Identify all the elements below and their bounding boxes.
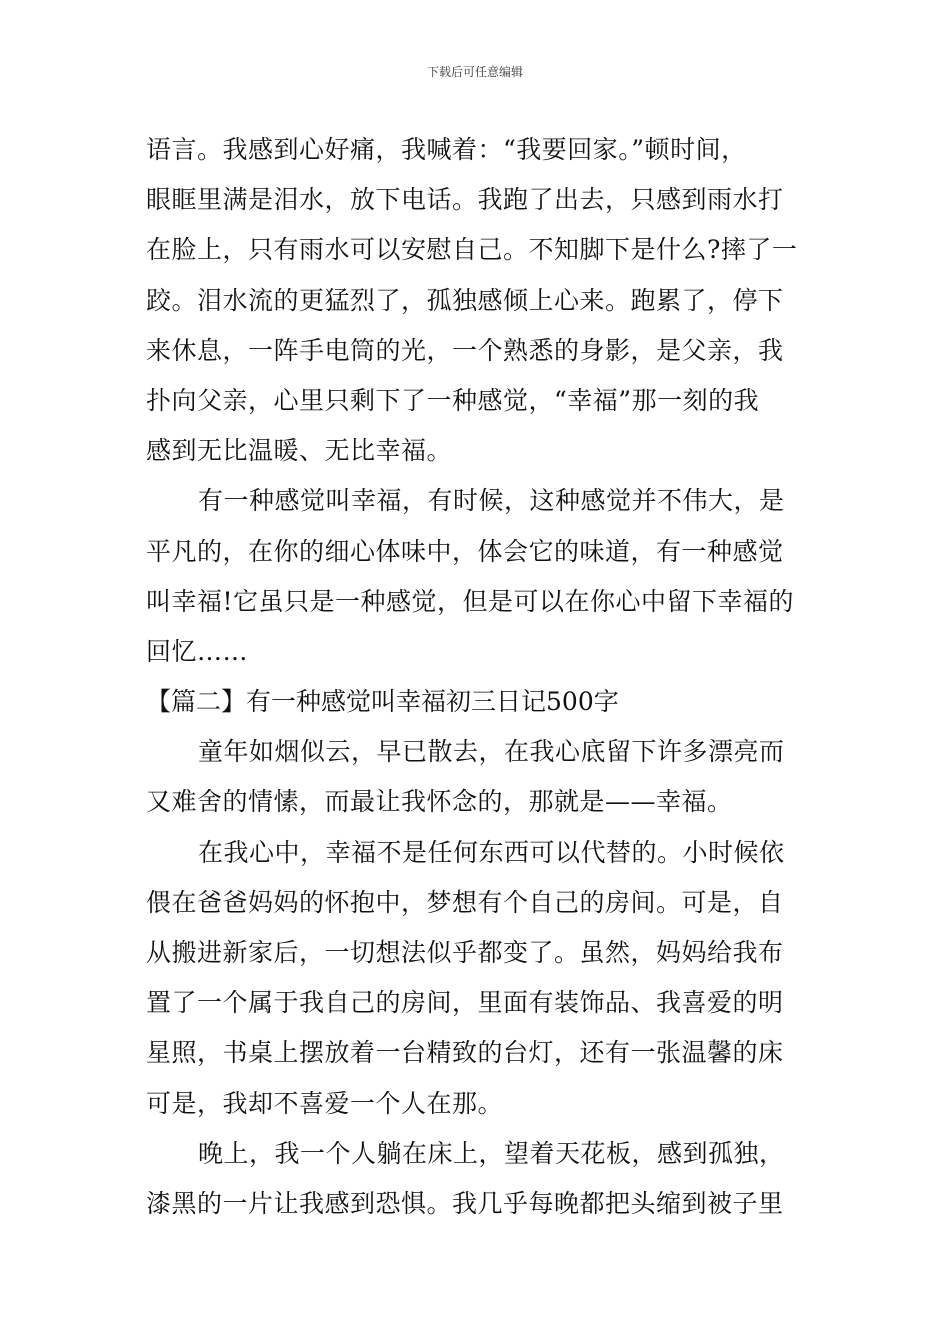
document-body xyxy=(146,125,808,1229)
text-line: 星照，书桌上摆放着一台精致的台灯，还有一张温馨的床 xyxy=(146,1038,784,1068)
page-header: 下载后可任意编辑 xyxy=(426,65,523,79)
text-line: 可是，我却不喜爱一个人在那。 xyxy=(146,1088,504,1118)
text-line: 从搬进新家后，一切想法似乎都变了。虽然，妈妈给我布 xyxy=(146,938,784,967)
text-line: 叫幸福!它虽只是一种感觉，但是可以在你心中留下幸福的 xyxy=(146,586,795,616)
text-line: 平凡的，在你的细心体味中，体会它的味道，有一种感觉 xyxy=(146,536,784,566)
text-line: 晚上，我一个人躺在床上，望着天花板，感到孤独， xyxy=(198,1138,785,1168)
text-line: 感到无比温暖、无比幸福。 xyxy=(146,436,453,466)
text-line: 在脸上，只有雨水可以安慰自己。不知脚下是什么?摔了一 xyxy=(146,235,798,265)
text-line: 漆黑的一片让我感到恐惧。我几乎每晚都把头缩到被子里 xyxy=(146,1188,784,1218)
text-line: 又难舍的情愫，而最让我怀念的，那就是——幸福。 xyxy=(146,787,733,817)
text-line: 在我心中，幸福不是任何东西可以代替的。小时候依 xyxy=(198,837,785,867)
text-line: 语言。我感到心好痛，我喊着：“我要回家。”顿时间， xyxy=(146,135,747,164)
text-line: 扑向父亲，心里只剩下了一种感觉，“幸福”那一刻的我 xyxy=(146,385,760,415)
text-line: 有一种感觉叫幸福，有时候，这种感觉并不伟大，是 xyxy=(198,486,785,516)
text-line: 回忆…… xyxy=(146,636,249,666)
text-line: 眼眶里满是泪水，放下电话。我跑了出去，只感到雨水打 xyxy=(146,185,784,215)
section-heading: 【篇二】有一种感觉叫幸福初三日记500字 xyxy=(146,687,619,717)
text-line: 跤。泪水流的更猛烈了，孤独感倾上心来。跑累了，停下 xyxy=(146,285,784,315)
text-line: 偎在爸爸妈妈的怀抱中，梦想有个自己的房间。可是，自 xyxy=(146,887,784,917)
text-line: 童年如烟似云，早已散去，在我心底留下许多漂亮而 xyxy=(198,737,785,767)
text-line: 置了一个属于我自己的房间，里面有装饰品、我喜爱的明 xyxy=(146,988,784,1018)
text-line: 来休息，一阵手电筒的光，一个熟悉的身影，是父亲，我 xyxy=(146,335,784,365)
